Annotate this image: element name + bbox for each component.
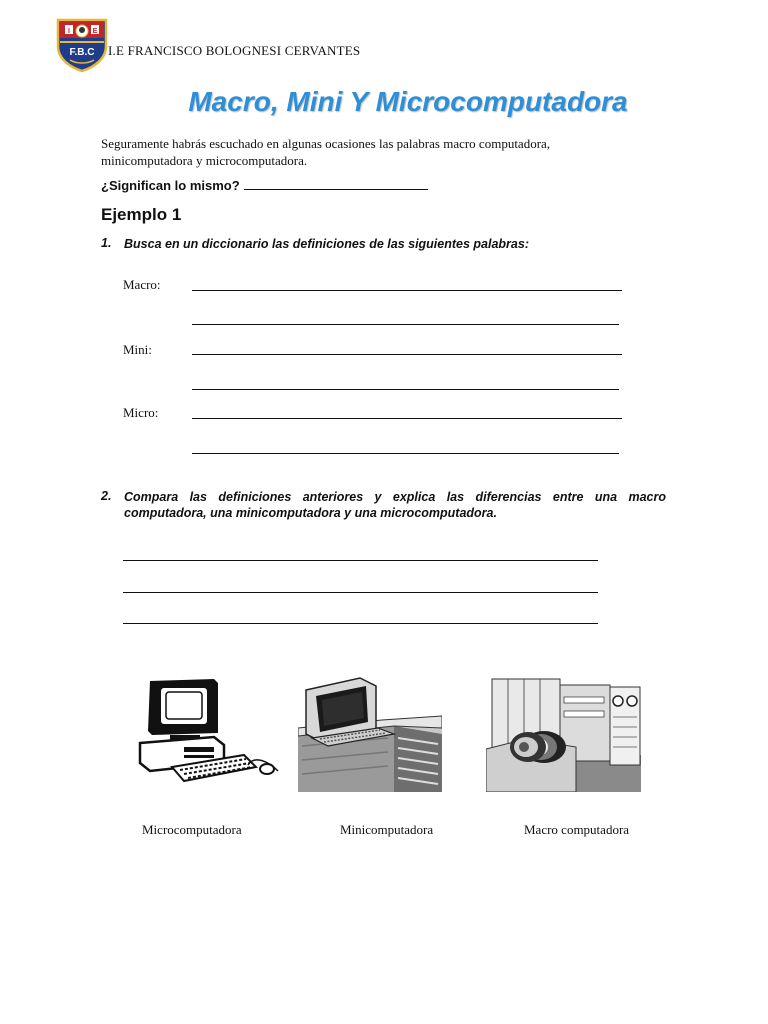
question-2 [101, 489, 667, 529]
answer-line-mini-2[interactable] [192, 389, 619, 390]
answer-line-micro-1[interactable] [192, 418, 622, 419]
minicomputer-icon [298, 676, 442, 792]
answer-line-compare-2[interactable] [123, 592, 598, 593]
definition-label-micro: Micro: [123, 405, 159, 420]
question-prompt [101, 177, 428, 193]
logo-letter-i: I [68, 28, 70, 35]
answer-line-mini-1[interactable] [192, 354, 622, 355]
answer-line-micro-2[interactable] [192, 453, 619, 454]
logo-monogram: F.B.C [69, 47, 95, 58]
school-logo [54, 16, 110, 72]
answer-line-macro-1[interactable] [192, 290, 622, 291]
question-prompt-text: ¿Significan lo mismo? [101, 178, 240, 193]
question-2-text: Compara las definiciones anteriores y explica las diferencias entre una macro computadora, una minicomputadora y una microcomputadora. [124, 490, 666, 520]
answer-line-compare-3[interactable] [123, 623, 598, 624]
question-1-text: Busca en un diccionario las definiciones de las siguientes palabras: [124, 237, 529, 251]
question-1-number: 1. [101, 236, 112, 250]
logo-letter-e: E [92, 28, 98, 35]
question-1 [101, 236, 601, 256]
definition-label-macro: Macro: [123, 277, 161, 292]
school-name: I.E FRANCISCO BOLOGNESI CERVANTES [108, 43, 361, 58]
answer-line-macro-2[interactable] [192, 324, 619, 325]
intro-paragraph: Seguramente habrás escuchado en algunas ocasiones las palabras macro computadora, minicomputadora y microcomputadora. [101, 136, 551, 168]
page-title: Macro, Mini Y Microcomputadora [188, 86, 628, 117]
answer-line-compare-1[interactable] [123, 560, 598, 561]
answer-blank[interactable] [244, 177, 428, 190]
definition-label-mini: Mini: [123, 342, 152, 357]
mainframe-icon [486, 677, 641, 792]
caption-mainframe: Macro computadora [524, 822, 630, 837]
microcomputer-icon [136, 675, 282, 787]
question-2-number: 2. [101, 489, 112, 503]
example-title: Ejemplo 1 [101, 205, 182, 224]
caption-microcomputer: Microcomputadora [142, 822, 242, 837]
caption-minicomputer: Minicomputadora [340, 822, 434, 837]
